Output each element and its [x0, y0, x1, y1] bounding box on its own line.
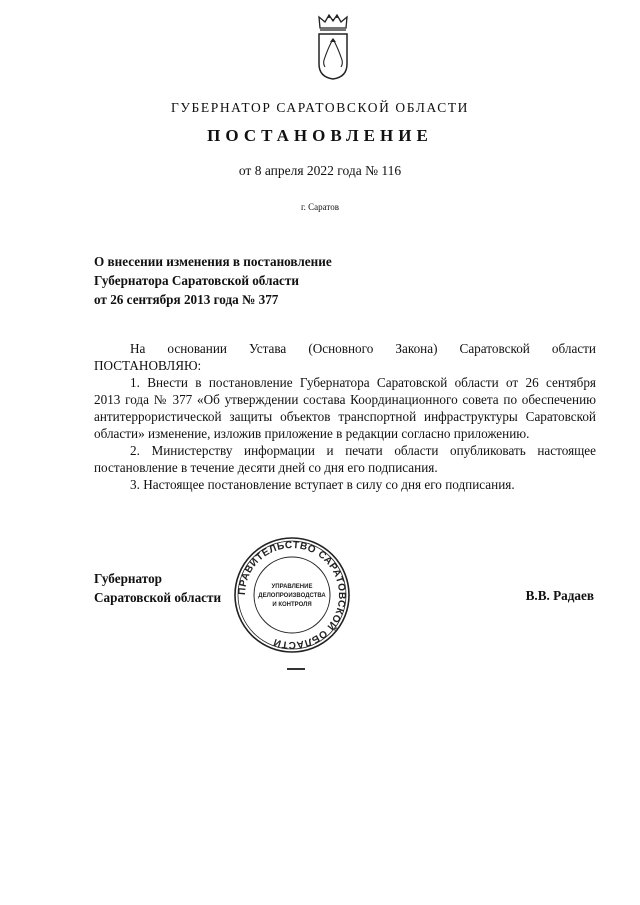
- subject-line: О внесении изменения в постановление: [94, 254, 332, 269]
- signatory-name: В.В. Радаев: [525, 588, 594, 603]
- intro-line: На основании Устава (Основного Закона) Саратовской области: [130, 341, 596, 356]
- stamp-outer-text: ПРАВИТЕЛЬСТВО САРАТОВСКОЙ ОБЛАСТИ: [236, 539, 348, 651]
- official-stamp: [233, 536, 351, 654]
- signatory-title-line: Губернатор: [94, 571, 162, 586]
- stamp-inner-text: УПРАВЛЕНИЕ: [271, 584, 313, 590]
- stamp-inner-text: ДЕЛОПРОИЗВОДСТВА: [258, 593, 326, 599]
- coat-of-arms-icon: [316, 14, 350, 80]
- signatory-title-line: Саратовской области: [94, 590, 222, 605]
- signatory-title: [94, 569, 221, 607]
- paragraph-3: 3. Настоящее постановление вступает в силу со дня его подписания.: [130, 477, 515, 492]
- body-text: [94, 340, 596, 493]
- signature-mark: [287, 668, 305, 670]
- document-type: ПОСТАНОВЛЕНИЕ: [207, 126, 433, 145]
- date-number: от 8 апреля 2022 года № 116: [238, 163, 402, 178]
- paragraph-2-line: 2. Министерству информации и печати области опубликовать настоящее: [130, 443, 596, 458]
- paragraph-1-line: 1. Внести в постановление Губернатора Саратовской области от 26 сентября: [130, 375, 596, 390]
- subject-line: Губернатора Саратовской области: [94, 273, 299, 288]
- subject-block: [94, 252, 332, 309]
- subject-line: от 26 сентября 2013 года № 377: [94, 292, 279, 307]
- authority-title: ГУБЕРНАТОР САРАТОВСКОЙ ОБЛАСТИ: [170, 100, 470, 115]
- city: г. Саратов: [301, 202, 339, 212]
- stamp-inner-text: И КОНТРОЛЯ: [272, 602, 312, 608]
- decree-word: ПОСТАНОВЛЯЮ:: [94, 358, 202, 373]
- paragraph-1-line: области» изменение, изложив приложение в редакции согласно приложению.: [94, 426, 530, 441]
- paragraph-1-line: 2013 года № 377 «Об утверждении состава Координационного совета по обеспечению: [94, 392, 596, 407]
- paragraph-2-line: постановление в течение десяти дней со дня его подписания.: [94, 460, 438, 475]
- paragraph-1-line: антитеррористической защиты объектов транспортной инфраструктуры Саратовской: [94, 409, 596, 424]
